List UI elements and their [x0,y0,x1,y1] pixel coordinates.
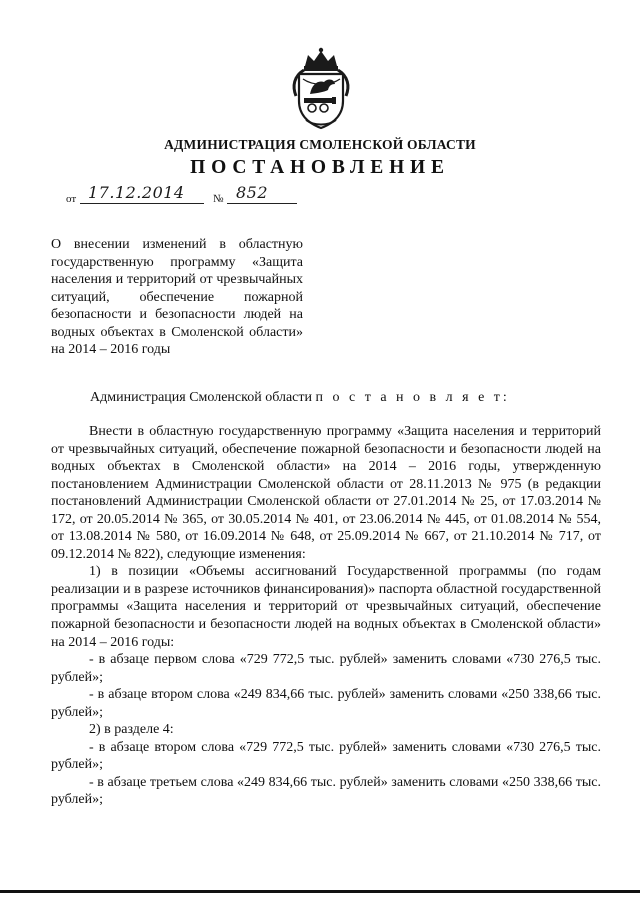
decree-verb: п о с т а н о в л я е т: [315,390,510,405]
body-paragraph: - в абзаце третьем слова «249 834,66 тыс. рублей» заменить словами «250 338,66 тыс. рублей»; [51,774,601,808]
number-underline [227,203,297,204]
handwritten-date: 17.12.2014 [88,183,185,202]
number-prefix-label: № [213,193,224,205]
date-underline [80,203,204,204]
document-type-title: ПОСТАНОВЛЕНИЕ [190,157,450,178]
decree-statement [90,390,510,406]
body-paragraph: 2) в разделе 4: [89,722,174,738]
body-paragraph: - в абзаце втором слова «249 834,66 тыс. рублей» заменить словами «250 338,66 тыс. рублей»; [51,687,601,720]
coat-of-arms-icon [288,46,354,130]
document-subject: О внесении изменений в областную государственную программу «Защита населения и территорий от чрезвычайных ситуаций, обеспечение пожарной безопасности и безопасности людей на водных объектах в Смоленской области» на 2014 – 2016 годы [51,237,303,357]
body-paragraph: 1) в позиции «Объемы ассигнований Государственной программы (по годам реализации и в разрезе источников финансирования)» паспорта областной государственной программы «Защита населения и территорий от чрезвычайных ситуаций, обеспечение пожарной безопасности и безопасности людей на водных объектах в Смоленской области» на 2014 – 2016 годы: [51,564,601,650]
date-prefix-label: от [66,193,77,205]
page-bottom-rule [0,890,640,893]
body-paragraph: Внести в областную государственную программу «Защита населения и территорий от чрезвычайных ситуаций, обеспечение пожарной безопасности и безопасности людей на водных объектах в Смоленской области» на 2014 – 2016 годы, утвержденную постановлением Администрации Смоленской области от 28.11.2013 № 975 (в редакции постановлений Администрации Смоленской области от 27.01.2014 № 25, от 17.03.2014 № 172, от 20.05.2014 № 365, от 30.05.2014 № 401, от 23.06.2014 № 445, от 01.08.2014 № 554, от 13.08.2014 № 580, от 16.09.2014 № 648, от 25.09.2014 № 667, от 21.10.2014 № 717, от 09.12.2014 № 822), следующие изменения: [51,424,601,562]
decree-prefix: Администрация Смоленской области [90,390,313,405]
handwritten-number: 852 [236,183,269,202]
body-paragraph: - в абзаце втором слова «729 772,5 тыс. рублей» заменить словами «730 276,5 тыс. рублей»; [51,739,601,773]
date-number-line [66,183,306,210]
organization-name: АДМИНИСТРАЦИЯ СМОЛЕНСКОЙ ОБЛАСТИ [164,137,476,152]
body-paragraph: - в абзаце первом слова «729 772,5 тыс. рублей» заменить словами «730 276,5 тыс. рублей»; [51,652,601,685]
document-body [51,423,601,809]
